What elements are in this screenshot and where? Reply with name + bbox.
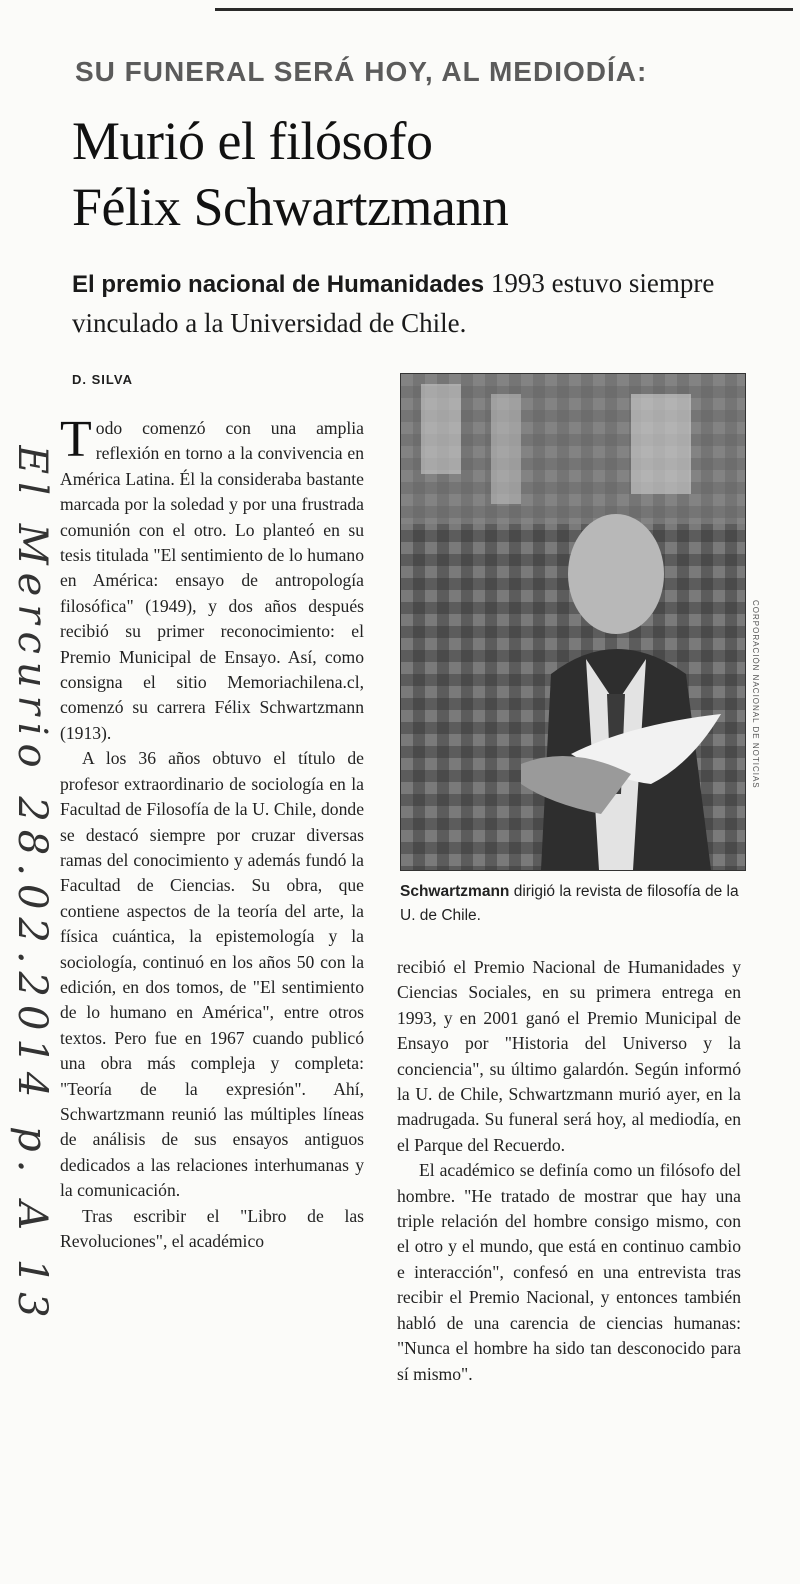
paragraph: recibió el Premio Nacional de Humanidades y Ciencias Sociales, en su primera entrega en 1993, y en 2001 ganó el Premio Municipal de Ensayo por "Historia del Universo y la conciencia", su último galardón. Según informó la U. de Chile, Schwartzmann murió ayer, en la madrugada. Su funeral será hoy, al mediodía, en el Parque del Recuerdo.	[397, 957, 741, 1155]
top-rule	[215, 8, 793, 11]
paragraph-text: odo comenzó con una amplia reflexión en torno a la convivencia en América Latina. Él la consideraba bastante marcada por la soledad y por una frustrada comunión con el otro. Lo planteó en su tesis titulada "El sentimiento de lo humano en América: ensayo de antropología filosófica" (1949), y dos años después recibió su primer reconocimiento: el Premio Municipal de Ensayo. Así, como consigna el sitio Memoriachilena.cl, comenzó su carrera Félix Schwartzmann (1913).	[60, 418, 364, 743]
drop-cap: T	[60, 411, 92, 468]
portrait-photo-illustration	[401, 374, 745, 870]
byline: D. SILVA	[72, 372, 133, 387]
caption-text: dirigió la revista de filosofía de la U. de Chile.	[400, 883, 739, 924]
kicker: SU FUNERAL SERÁ HOY, AL MEDIODÍA:	[75, 56, 648, 87]
headline-line-2: Félix Schwartzmann	[72, 177, 509, 237]
caption-lead: Schwartzmann	[400, 883, 510, 900]
deck-rest: 1993 estuvo siempre vinculado a la Universidad de Chile.	[72, 268, 715, 338]
paragraph: Tras escribir el "Libro de las Revoluciones", el académico	[60, 1205, 364, 1251]
photo-credit: CORPORACIÓN NACIONAL DE NOTICIAS	[751, 600, 760, 789]
portrait-photo	[400, 373, 746, 871]
paragraph: El académico se definía como un filósofo del hombre. "He tratado de mostrar que hay una triple relación del hombre consigo mismo, con el otro y el mundo, que está en continuo cambio e interacción", confesó en una entrevista tras recibir el Premio Nacional, y entonces también habló de una carencia de ciencias humanas: "Nunca el hombre ha sido tan desconocido para sí mismo".	[397, 1160, 741, 1384]
headline	[72, 108, 772, 240]
paragraph	[60, 411, 364, 746]
photo-caption	[400, 880, 745, 928]
paragraph: A los 36 años obtuvo el título de profesor extraordinario de sociología en la Facultad de Filosofía de la U. Chile, donde se destacó siempre por cruzar diversas ramas del conocimiento y además fundó la Facultad de Ciencias. Su obra, que contiene aspectos de la teoría del arte, la física cuántica, la epistemología y la sociología, continuó en los años 50 con la edición, en dos tomos, de "El sentimiento de lo humano en América", entre otros textos. Pero fue en 1967 cuando publicó una obra más compleja y completa: "Teoría de la expresión". Ahí, Schwartzmann reunió las múltiples líneas de análisis de sus ensayos antiguos dedicados a las relaciones interhumanas y la comunicación.	[60, 748, 364, 1201]
deck	[72, 264, 762, 342]
body-column-2	[397, 955, 741, 1387]
headline-line-1: Murió el filósofo	[72, 111, 433, 171]
handwritten-note: El Mercurio 28.02.2014 p. A 13	[9, 445, 55, 1326]
deck-lead: El premio nacional de Humanidades	[72, 271, 485, 298]
body-column-1	[60, 411, 364, 1254]
